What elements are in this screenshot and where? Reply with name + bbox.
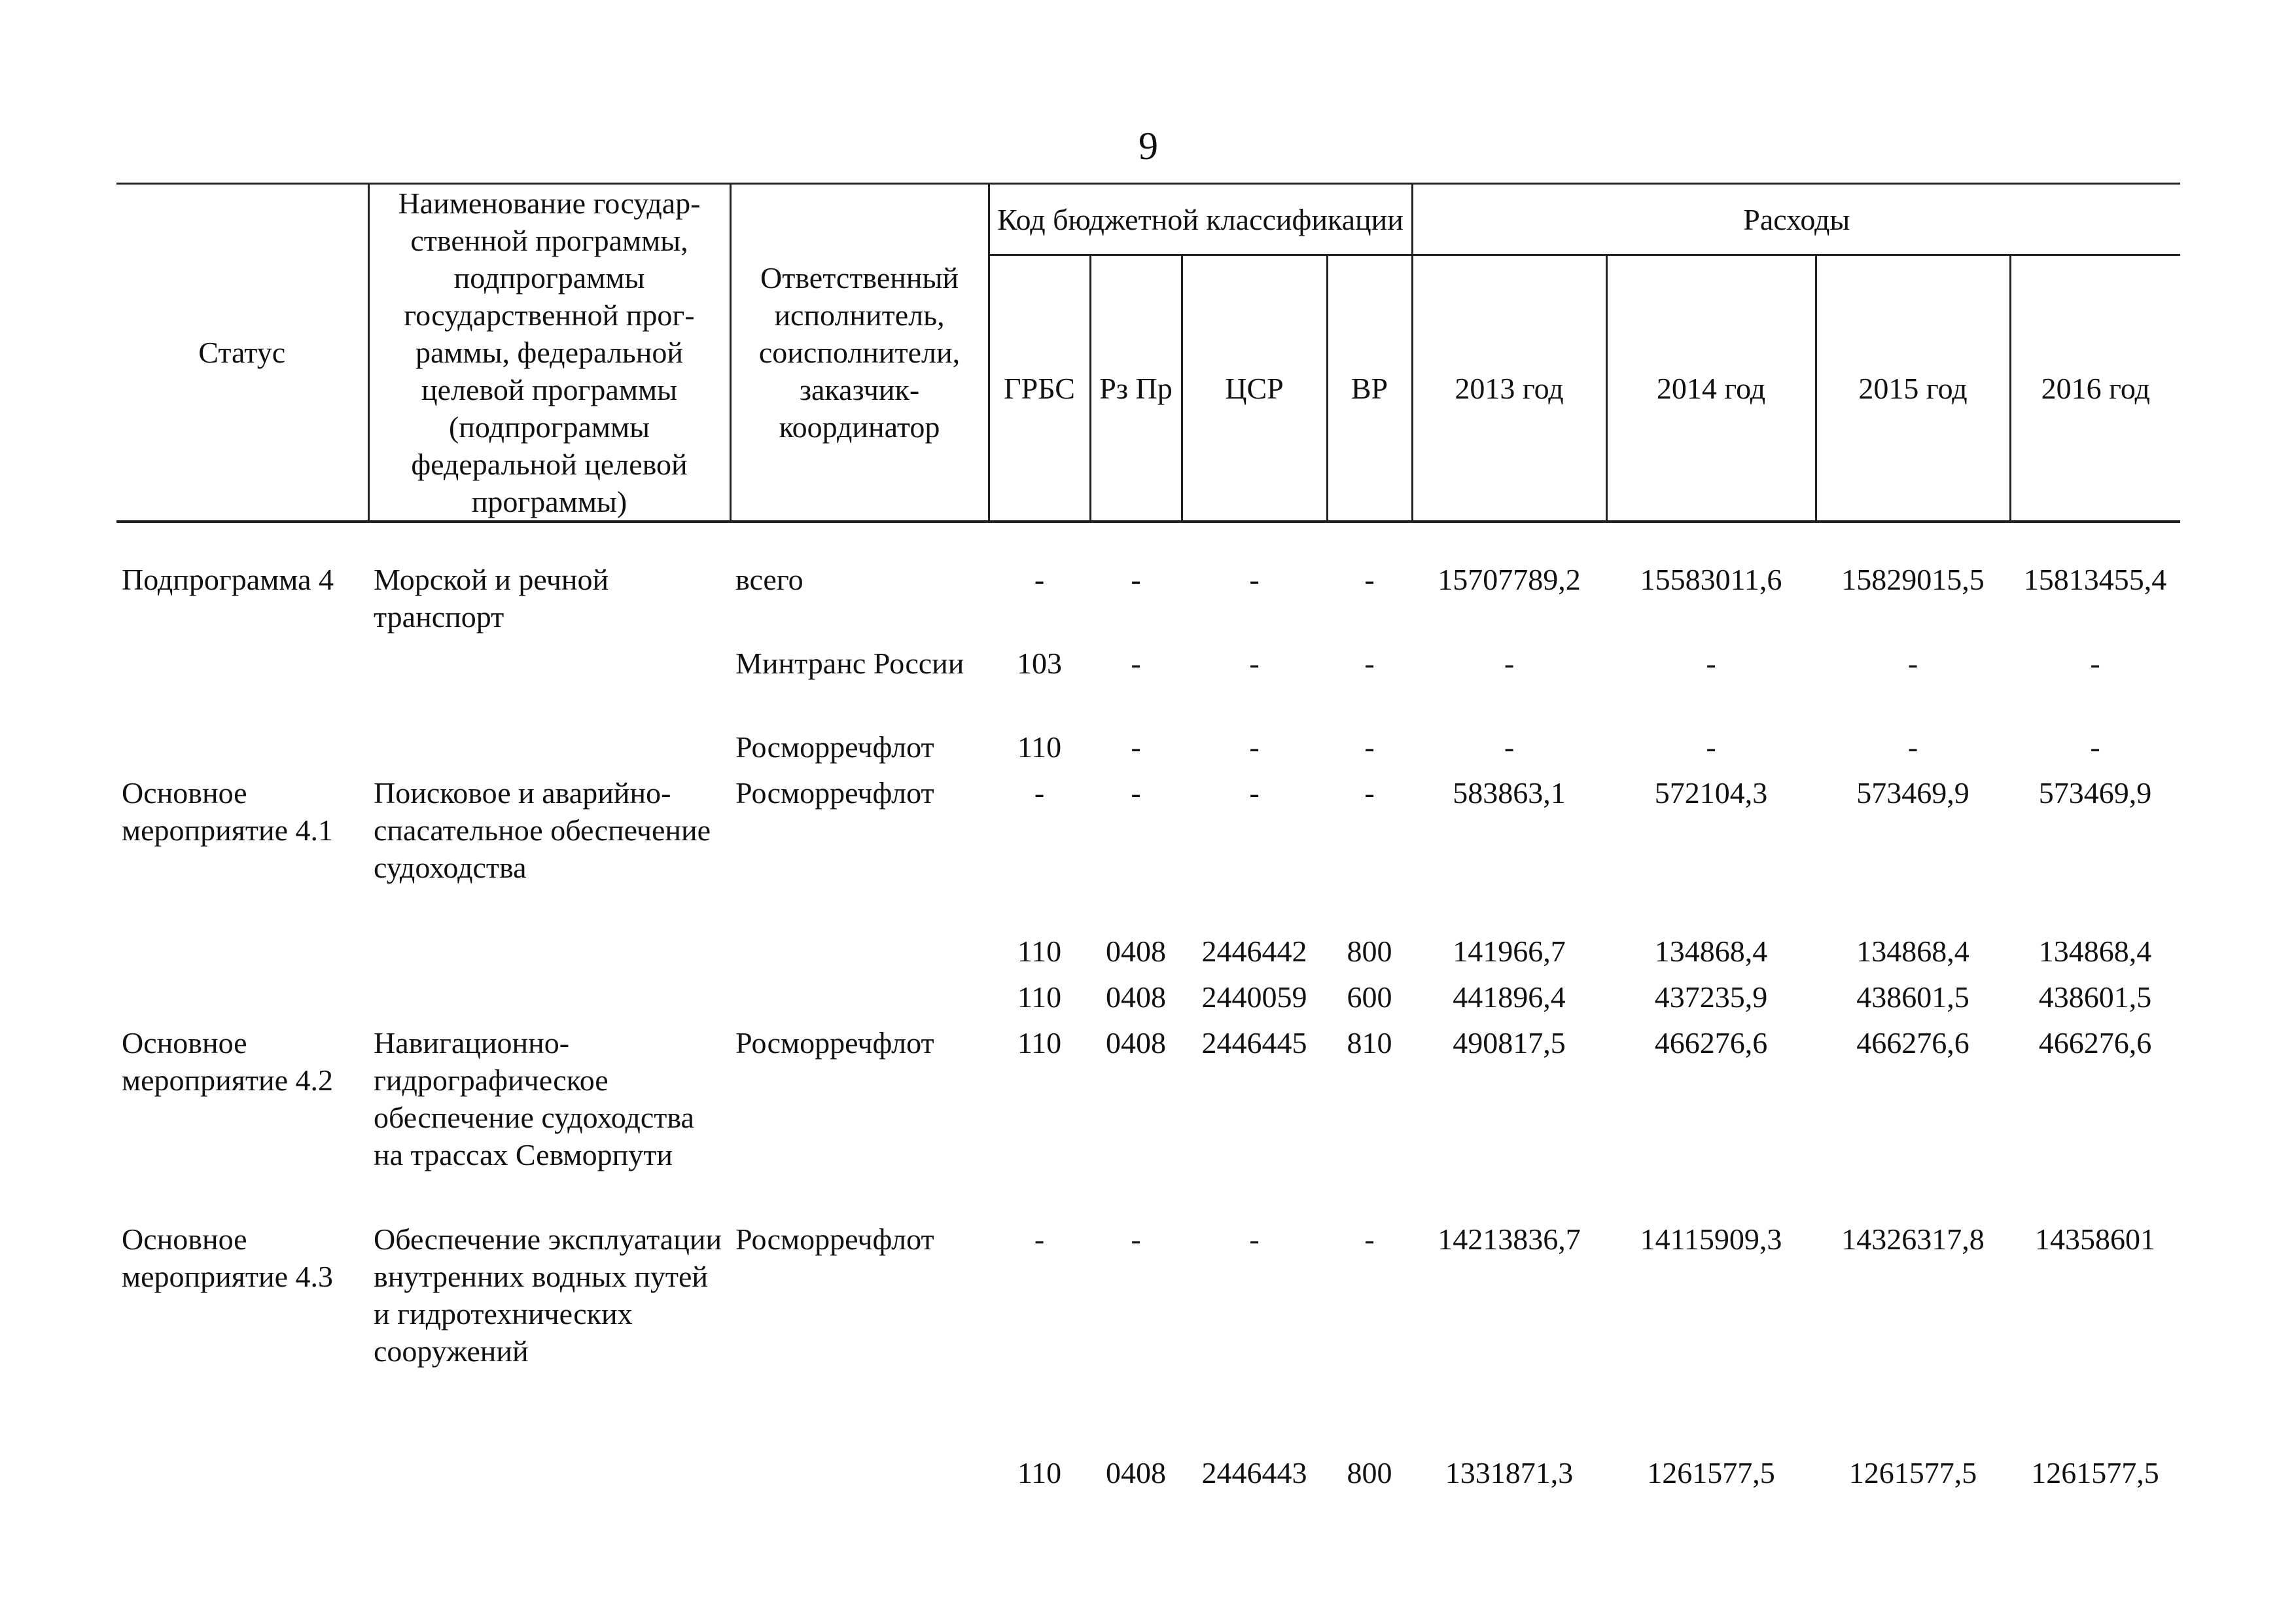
cell-status: Основное мероприятие 4.2	[122, 1026, 334, 1097]
cell-2016: -	[2090, 730, 2100, 764]
cell-executor: Росморречфлот	[735, 1026, 934, 1060]
cell-2014: 437235,9	[1654, 980, 1768, 1014]
cell-csr: 2446443	[1201, 1456, 1307, 1489]
header-2013: 2013 год	[1412, 255, 1606, 522]
cell-rzpr: 0408	[1106, 935, 1166, 968]
cell-2015: 14326317,8	[1841, 1222, 1985, 1256]
cell-name	[368, 728, 730, 774]
header-2014: 2014 год	[1606, 255, 1816, 522]
cell-csr: -	[1249, 776, 1260, 810]
cell-csr: -	[1249, 563, 1260, 596]
table-row	[116, 1454, 2180, 1500]
cell-grbs: -	[1034, 776, 1045, 810]
table-row	[116, 1024, 2180, 1221]
header-2015: 2015 год	[1816, 255, 2010, 522]
cell-vr: 800	[1347, 935, 1392, 968]
cell-status: Основное мероприятие 4.1	[122, 776, 334, 847]
cell-vr: -	[1364, 776, 1375, 810]
cell-status	[116, 933, 368, 978]
cell-2014: 134868,4	[1654, 935, 1768, 968]
cell-vr: 800	[1347, 1456, 1392, 1489]
cell-rzpr: -	[1131, 776, 1141, 810]
cell-executor: всего	[735, 563, 804, 596]
cell-executor: Росморречфлот	[735, 1222, 934, 1256]
cell-2015: -	[1907, 730, 1918, 764]
cell-2015: 466276,6	[1856, 1026, 1969, 1060]
cell-name	[368, 645, 730, 728]
cell-grbs: 103	[1017, 647, 1062, 680]
cell-grbs: 110	[1017, 1456, 1062, 1489]
cell-2013: 14213836,7	[1438, 1222, 1581, 1256]
header-name: Наименование государ-ственной программы, подпрограммы государственной прог-раммы, федеральной целевой программы (подпрограммы федеральной целевой программы)	[368, 184, 730, 522]
cell-status	[116, 978, 368, 1024]
cell-grbs: -	[1034, 1222, 1045, 1256]
cell-executor: Росморречфлот	[735, 776, 934, 810]
table-row	[116, 933, 2180, 978]
cell-2015: 134868,4	[1856, 935, 1969, 968]
cell-status: Подпрограмма 4	[122, 563, 334, 596]
cell-2016: -	[2090, 647, 2100, 680]
cell-2015: -	[1907, 647, 1918, 680]
cell-name: Морской и речной транспорт	[374, 563, 609, 633]
table-row	[116, 1221, 2180, 1454]
cell-csr: -	[1249, 1222, 1260, 1256]
cell-status	[116, 1454, 368, 1500]
table-row	[116, 774, 2180, 933]
cell-2013: 441896,4	[1453, 980, 1566, 1014]
cell-rzpr: -	[1131, 647, 1141, 680]
cell-2014: -	[1706, 647, 1716, 680]
cell-2014: 14115909,3	[1640, 1222, 1782, 1256]
cell-grbs: -	[1034, 563, 1045, 596]
cell-2015: 15829015,5	[1841, 563, 1985, 596]
cell-csr: 2446445	[1201, 1026, 1307, 1060]
cell-vr: -	[1364, 730, 1375, 764]
cell-rzpr: -	[1131, 563, 1141, 596]
cell-rzpr: 0408	[1106, 1026, 1166, 1060]
cell-2015: 573469,9	[1856, 776, 1969, 810]
cell-grbs: 110	[1017, 935, 1062, 968]
header-csr: ЦСР	[1182, 255, 1327, 522]
cell-2014: 1261577,5	[1647, 1456, 1775, 1489]
cell-2016: 573469,9	[2038, 776, 2152, 810]
cell-name: Обеспечение эксплуатации внутренних водных путей и гидротехнических сооружений	[374, 1222, 722, 1368]
cell-2014: 466276,6	[1654, 1026, 1768, 1060]
header-2016: 2016 год	[2010, 255, 2180, 522]
table-row	[116, 645, 2180, 728]
cell-name	[368, 978, 730, 1024]
cell-name	[368, 933, 730, 978]
cell-2013: 15707789,2	[1438, 563, 1581, 596]
cell-executor	[730, 933, 989, 978]
cell-executor: Росморречфлот	[735, 730, 934, 764]
cell-2013: 490817,5	[1453, 1026, 1566, 1060]
cell-2016: 438601,5	[2038, 980, 2152, 1014]
cell-status: Основное мероприятие 4.3	[122, 1222, 334, 1293]
cell-2016: 15813455,4	[2023, 563, 2167, 596]
cell-grbs: 110	[1017, 1026, 1062, 1060]
cell-executor	[730, 978, 989, 1024]
cell-vr: -	[1364, 647, 1375, 680]
cell-2016: 14358601	[2035, 1222, 2156, 1256]
header-status: Статус	[116, 184, 368, 522]
header-code-group: Код бюджетной классификации	[989, 184, 1412, 255]
table-row	[116, 728, 2180, 774]
cell-2013: -	[1504, 730, 1515, 764]
header-expenses-group: Расходы	[1412, 184, 2180, 255]
budget-table	[116, 183, 2180, 1500]
header-executor: Ответственный исполнитель, соисполнители, заказчик-координатор	[730, 184, 989, 522]
table-row	[116, 561, 2180, 645]
cell-csr: -	[1249, 730, 1260, 764]
cell-grbs: 110	[1017, 730, 1062, 764]
cell-grbs: 110	[1017, 980, 1062, 1014]
cell-2014: -	[1706, 730, 1716, 764]
cell-name: Поисковое и аварийно-спасательное обеспечение судоходства	[374, 776, 711, 884]
cell-name	[368, 1454, 730, 1500]
cell-2016: 134868,4	[2038, 935, 2152, 968]
table-row	[116, 978, 2180, 1024]
cell-2013: -	[1504, 647, 1515, 680]
cell-rzpr: -	[1131, 730, 1141, 764]
cell-2015: 1261577,5	[1848, 1456, 1977, 1489]
header-rzpr: Рз Пр	[1090, 255, 1182, 522]
cell-2013: 1331871,3	[1445, 1456, 1574, 1489]
header-grbs: ГРБС	[989, 255, 1090, 522]
cell-status	[116, 645, 368, 728]
cell-2014: 572104,3	[1654, 776, 1768, 810]
cell-vr: -	[1364, 563, 1375, 596]
cell-2014: 15583011,6	[1640, 563, 1782, 596]
cell-rzpr: -	[1131, 1222, 1141, 1256]
cell-name: Навигационно-гидрографическое обеспечение судоходства на трассах Севморпути	[374, 1026, 694, 1171]
cell-csr: 2446442	[1201, 935, 1307, 968]
cell-vr: 810	[1347, 1026, 1392, 1060]
cell-2015: 438601,5	[1856, 980, 1969, 1014]
cell-rzpr: 0408	[1106, 1456, 1166, 1489]
cell-2013: 583863,1	[1453, 776, 1566, 810]
cell-status	[116, 728, 368, 774]
cell-vr: -	[1364, 1222, 1375, 1256]
cell-executor	[730, 1454, 989, 1500]
cell-executor: Минтранс России	[735, 647, 964, 680]
page-number: 9	[1139, 124, 1158, 168]
cell-rzpr: 0408	[1106, 980, 1166, 1014]
cell-csr: -	[1249, 647, 1260, 680]
header-vr: ВР	[1327, 255, 1412, 522]
cell-2016: 1261577,5	[2031, 1456, 2159, 1489]
cell-2016: 466276,6	[2038, 1026, 2152, 1060]
cell-vr: 600	[1347, 980, 1392, 1014]
cell-csr: 2440059	[1201, 980, 1307, 1014]
cell-2013: 141966,7	[1453, 935, 1566, 968]
